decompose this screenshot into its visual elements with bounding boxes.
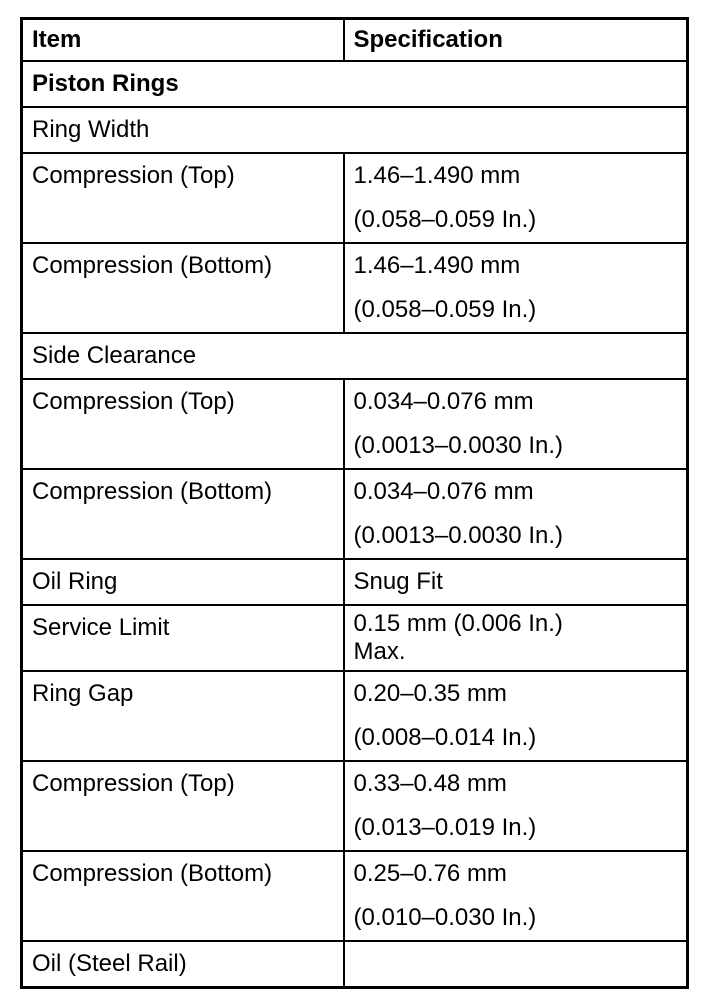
spec-metric: 0.20–0.35 mm xyxy=(353,680,507,707)
spec-metric: 0.034–0.076 mm xyxy=(353,478,534,505)
spec-metric: 0.034–0.076 mm xyxy=(353,388,534,415)
table-row xyxy=(22,243,688,333)
spec-limit-qualifier: Max. xyxy=(353,638,406,665)
item-cell: Ring Gap xyxy=(22,671,344,761)
item-cell: Compression (Top) xyxy=(22,379,344,469)
piston-ring-spec-table xyxy=(20,17,689,989)
spec-metric: 1.46–1.490 mm xyxy=(353,252,521,279)
spec-metric: 0.33–0.48 mm xyxy=(353,770,507,797)
table-row xyxy=(22,469,688,559)
table-row xyxy=(22,851,688,941)
item-cell: Compression (Bottom) xyxy=(22,851,344,941)
spec-imperial: (0.0013–0.0030 In.) xyxy=(353,432,563,459)
spec-cell xyxy=(344,851,688,941)
spec-cell xyxy=(344,469,688,559)
spec-imperial: (0.058–0.059 In.) xyxy=(353,206,537,233)
section-title: Piston Rings xyxy=(22,61,688,107)
table-row xyxy=(22,605,688,671)
spec-metric: 1.46–1.490 mm xyxy=(353,162,521,189)
spec-cell xyxy=(344,671,688,761)
spec-cell-empty xyxy=(344,941,688,988)
item-cell: Service Limit xyxy=(22,605,344,671)
spec-imperial: (0.0013–0.0030 In.) xyxy=(353,522,563,549)
table-row xyxy=(22,153,688,243)
item-cell: Compression (Top) xyxy=(22,153,344,243)
spec-imperial: (0.010–0.030 In.) xyxy=(353,904,537,931)
item-cell: Compression (Bottom) xyxy=(22,469,344,559)
spec-cell xyxy=(344,243,688,333)
table-row xyxy=(22,761,688,851)
spec-imperial: (0.058–0.059 In.) xyxy=(353,296,537,323)
header-specification: Specification xyxy=(344,19,688,62)
item-cell: Oil Ring xyxy=(22,559,344,605)
spec-cell: Snug Fit xyxy=(344,559,688,605)
header-item: Item xyxy=(22,19,344,62)
group-row xyxy=(22,333,688,379)
spec-cell xyxy=(344,605,688,671)
table-header-row xyxy=(22,19,688,62)
spec-imperial: (0.008–0.014 In.) xyxy=(353,724,537,751)
spec-cell xyxy=(344,153,688,243)
spec-imperial: (0.013–0.019 In.) xyxy=(353,814,537,841)
item-cell: Compression (Bottom) xyxy=(22,243,344,333)
group-row xyxy=(22,107,688,153)
table-row xyxy=(22,941,688,988)
table-row xyxy=(22,559,688,605)
spec-metric: 0.25–0.76 mm xyxy=(353,860,507,887)
spec-cell xyxy=(344,761,688,851)
group-side-clearance: Side Clearance xyxy=(22,333,688,379)
section-row xyxy=(22,61,688,107)
spec-cell xyxy=(344,379,688,469)
table-row xyxy=(22,379,688,469)
item-cell: Compression (Top) xyxy=(22,761,344,851)
table-row xyxy=(22,671,688,761)
group-ring-width: Ring Width xyxy=(22,107,688,153)
spec-limit: 0.15 mm (0.006 In.) xyxy=(353,610,563,637)
item-cell: Oil (Steel Rail) xyxy=(22,941,344,988)
